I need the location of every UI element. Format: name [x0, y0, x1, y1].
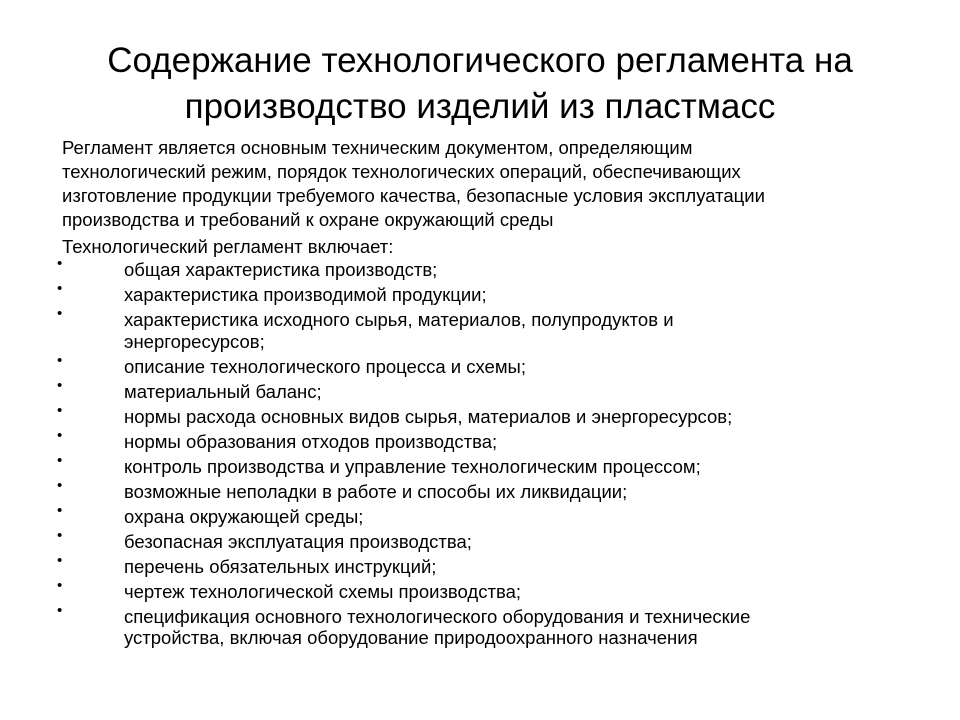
list-item	[0, 426, 960, 453]
list-item	[0, 401, 960, 428]
bullet-icon: •	[57, 601, 63, 619]
list-item	[0, 476, 960, 503]
regulation-contents-list	[0, 255, 960, 652]
list-item	[0, 351, 960, 378]
list-item-text: общая характеристика производств;	[124, 259, 438, 280]
slide-title	[60, 38, 900, 130]
list-item	[0, 526, 960, 553]
list-item-text: безопасная эксплуатация производства;	[124, 530, 472, 552]
bullet-icon: •	[57, 576, 63, 594]
list-item-text: чертеж технологической схемы производства;	[124, 580, 522, 602]
list-item	[0, 601, 960, 649]
bullet-icon: •	[57, 351, 63, 369]
bullet-icon: •	[57, 305, 63, 322]
list-item-text: устройства, включая оборудование природоохранного назначения	[124, 627, 698, 648]
intro-line: Регламент является основным техническим документом, определяющим	[62, 137, 693, 158]
bullet-icon: •	[57, 551, 63, 569]
list-item-text: характеристика исходного сырья, материалов, полупродуктов и	[124, 309, 674, 330]
intro-paragraph	[62, 136, 922, 232]
bullet-icon: •	[57, 501, 63, 519]
list-item-text: возможные неполадки в работе и способы их ликвидации;	[124, 480, 628, 502]
list-item-text: охрана окружающей среды;	[124, 505, 364, 527]
list-item	[0, 376, 960, 403]
list-item-text: характеристика производимой продукции;	[124, 284, 487, 305]
bullet-icon: •	[57, 255, 63, 272]
list-lead: Технологический регламент включает:	[62, 236, 394, 257]
list-item	[0, 451, 960, 478]
list-item-text: спецификация основного технологического оборудования и технические	[124, 605, 751, 627]
intro-line: технологический режим, порядок технологических операций, обеспечивающих	[62, 161, 741, 182]
bullet-icon: •	[57, 476, 63, 494]
list-item-text: материальный баланс;	[124, 380, 322, 402]
bullet-icon: •	[57, 426, 63, 444]
list-item-text: контроль производства и управление технологическим процессом;	[124, 455, 701, 477]
list-item	[0, 280, 960, 306]
list-item-text: нормы расхода основных видов сырья, материалов и энергоресурсов;	[124, 405, 733, 427]
slide-title-line: Содержание технологического регламента на	[107, 41, 853, 80]
intro-line: изготовление продукции требуемого качества, безопасные условия эксплуатации	[62, 185, 765, 206]
bullet-icon: •	[57, 526, 63, 544]
bullet-icon: •	[57, 280, 63, 297]
list-item	[0, 551, 960, 578]
list-item-text: нормы образования отходов производства;	[124, 430, 498, 452]
bullet-icon: •	[57, 376, 63, 394]
list-item-text: описание технологического процесса и схемы;	[124, 355, 526, 377]
bullet-icon: •	[57, 451, 63, 469]
list-item-text: энергоресурсов;	[124, 330, 265, 352]
list-item-text: перечень обязательных инструкций;	[124, 555, 437, 577]
intro-line: производства и требований к охране окружающий среды	[62, 209, 554, 230]
slide-title-line: производство изделий из пластмасс	[184, 87, 776, 126]
list-item	[0, 501, 960, 528]
list-item	[0, 255, 960, 281]
bullet-icon: •	[57, 401, 63, 419]
list-item	[0, 576, 960, 603]
list-item	[0, 305, 960, 352]
